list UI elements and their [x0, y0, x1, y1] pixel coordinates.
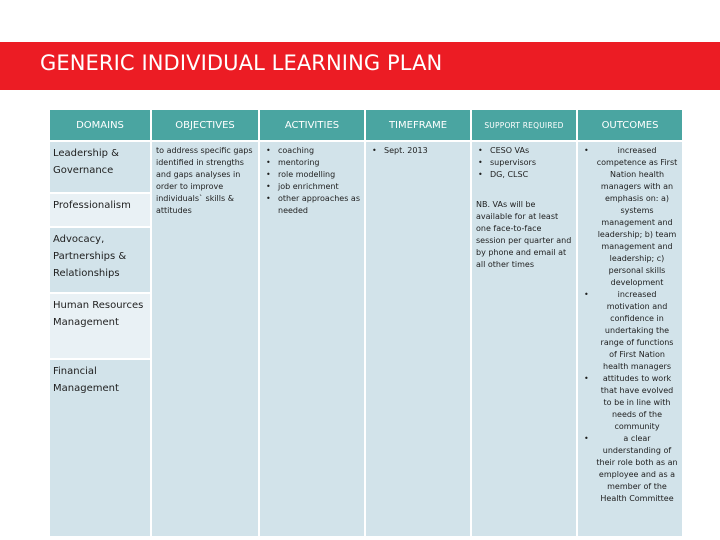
list-item: • coaching: [264, 145, 360, 157]
header-row: [50, 110, 682, 140]
title-bar: [0, 42, 720, 90]
list-item: • other approaches as needed: [264, 193, 360, 217]
support-list: [476, 145, 572, 181]
activities-list: [264, 145, 360, 217]
header-outcomes: OUTCOMES: [578, 110, 682, 140]
outcomes-list: [582, 145, 678, 505]
timeframe-list: [370, 145, 466, 157]
list-item: • Sept. 2013: [370, 145, 466, 157]
activities-cell: [260, 142, 364, 536]
header-domains: DOMAINS: [50, 110, 150, 140]
outcomes-cell: [578, 142, 682, 536]
list-item: • a clear understanding of their role both as an employee and as a member of the Health Committee: [582, 433, 678, 505]
list-item: • role modelling: [264, 169, 360, 181]
list-item: • increased competence as First Nation health managers with an emphasis on: a) systems management and leadership; b) team management and leadership; c) personal skills development: [582, 145, 678, 289]
header-support-required: SUPPORT REQUIRED: [472, 110, 576, 140]
domain-leadership: Leadership & Governance: [50, 142, 150, 192]
list-item: • mentoring: [264, 157, 360, 169]
timeframe-cell: [366, 142, 470, 536]
list-item: • CESO VAs: [476, 145, 572, 157]
support-cell: [472, 142, 576, 536]
objectives-cell: [152, 142, 258, 536]
list-item: • supervisors: [476, 157, 572, 169]
learning-plan-table: [48, 108, 684, 538]
support-note: NB. VAs will be available for at least one face-to-face session per quarter and by phone and email at all other times: [476, 200, 572, 269]
objectives-text: to address specific gaps identified in strengths and gaps analyses in order to improve individuals` skills & attitudes: [156, 146, 253, 215]
domain-human-resources: Human Resources Management: [50, 294, 150, 358]
domain-professionalism: Professionalism: [50, 194, 150, 226]
header-timeframe: TIMEFRAME: [366, 110, 470, 140]
header-objectives: OBJECTIVES: [152, 110, 258, 140]
list-item: • job enrichment: [264, 181, 360, 193]
domain-financial: Financial Management: [50, 360, 150, 536]
list-item: • increased motivation and confidence in undertaking the range of functions of First Nation health managers: [582, 289, 678, 373]
page-title: GENERIC INDIVIDUAL LEARNING PLAN: [40, 51, 443, 75]
header-activities: ACTIVITIES: [260, 110, 364, 140]
domain-advocacy: Advocacy, Partnerships & Relationships: [50, 228, 150, 292]
list-item: • DG, CLSC: [476, 169, 572, 181]
list-item: • attitudes to work that have evolved to be in line with needs of the community: [582, 373, 678, 433]
